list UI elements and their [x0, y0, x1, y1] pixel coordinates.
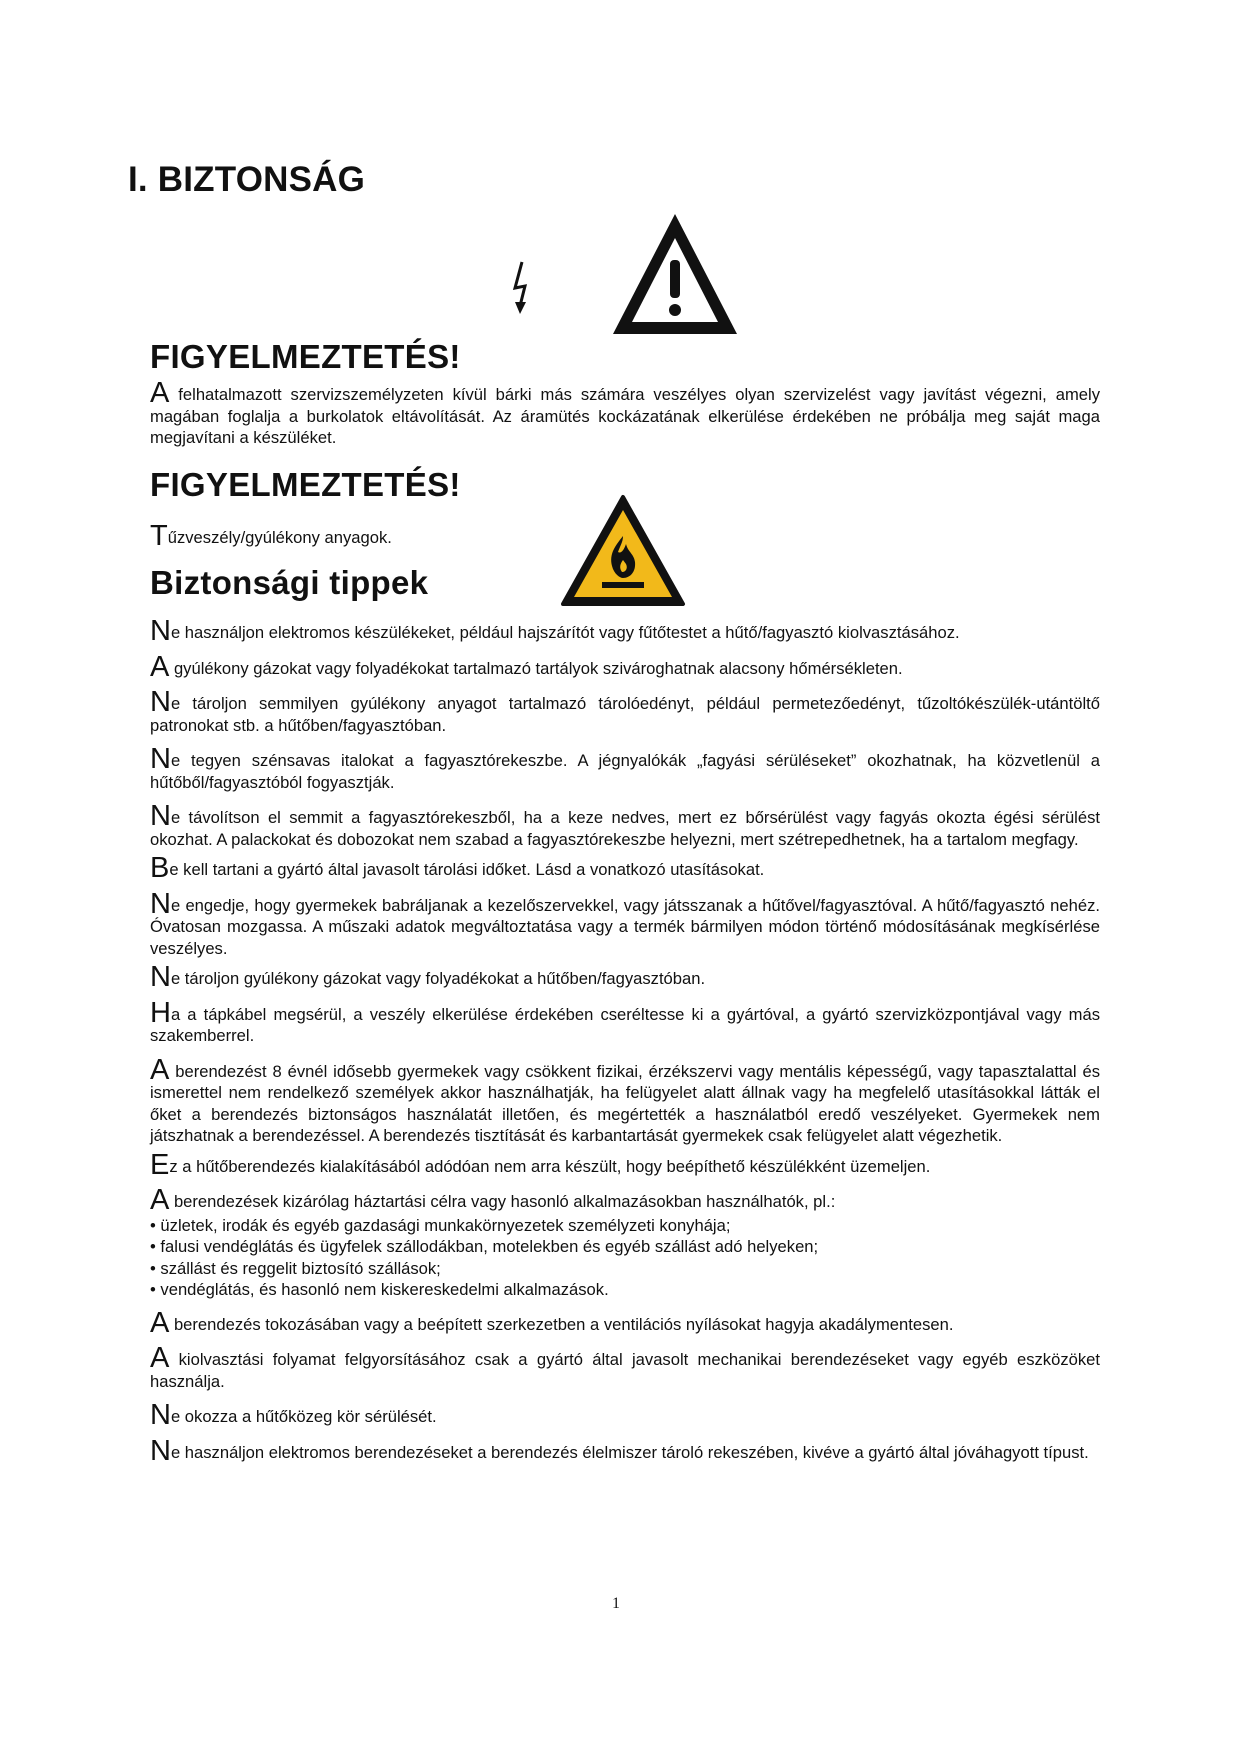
paragraph-text: e távolítson el semmit a fagyasztórekeszből, ha a keze nedves, mert ez bőrsérülést vagy fagyás okozta égési sérülést okozhat. A palackokat és dobozokat nem szabad a fagyasztórekeszbe helyezni, mert szétrepedhetnek, ha a tartalom megfagy. — [150, 808, 1100, 849]
drop-cap: N — [150, 686, 171, 718]
paragraph-text: a a tápkábel megsérül, a veszély elkerülése érdekében cseréltesse ki a gyártóval, a gyártó szervizközpontjával vagy más szakemberrel. — [150, 1004, 1100, 1045]
safety-tips — [150, 615, 1100, 1476]
warning-triangle-icon — [610, 210, 740, 338]
tips-heading: Biztonsági tippek — [150, 564, 429, 601]
paragraph-text: e tároljon gyúlékony gázokat vagy folyadékokat a hűtőben/fagyasztóban. — [170, 969, 706, 988]
tip-paragraph — [150, 1306, 1100, 1339]
warning-heading-2: FIGYELMEZTETÉS! — [150, 466, 461, 503]
tip-paragraph — [150, 1399, 1100, 1431]
electric-shock-icon — [508, 258, 538, 318]
paragraph-text: e tároljon semmilyen gyúlékony anyagot tartalmazó tárolóedényt, például permetezőedényt, tűzoltókészülék-utántöltő patronokat stb. a hűtőben/fagyasztóban. — [150, 694, 1100, 735]
warning-heading-1: FIGYELMEZTETÉS! — [150, 338, 461, 375]
paragraph-text: űzveszély/gyúlékony anyagok. — [167, 528, 392, 547]
tip-paragraph — [150, 1184, 1100, 1216]
tip-paragraph — [150, 852, 1100, 884]
drop-cap: T — [150, 520, 168, 552]
paragraph-text: z a hűtőberendezés kialakításából adódóan nem arra készült, hogy beépíthető készülékként üzemeljen. — [169, 1156, 931, 1176]
tip-paragraph — [150, 686, 1100, 736]
drop-cap: E — [150, 1148, 170, 1181]
paragraph-text: berendezés tokozásában vagy a beépített szerkezetben a ventilációs nyílásokat hagyja akadálymentesen. — [169, 1314, 954, 1334]
list-item: • falusi vendéglátás és ügyfelek szállodákban, motelekben és egyéb szállást adó helyeken; — [150, 1237, 819, 1256]
tip-paragraph — [150, 615, 1100, 647]
drop-cap: A — [150, 650, 170, 683]
paragraph-text: e kell tartani a gyártó által javasolt tárolási időket. Lásd a vonatkozó utasításokat. — [169, 860, 765, 879]
page-title: I. BIZTONSÁG — [128, 160, 366, 199]
tip-paragraph — [150, 1148, 1100, 1181]
paragraph-text: felhatalmazott szervizszemélyzeten kívül bárki más számára veszélyes olyan szervizelést vagy javítást végezni, amely magában foglalja a burkolatok eltávolítását. Az áramütés kockázatának elkerülése érdekében ne próbálja meg saját maga megjavítani a készüléket. — [150, 385, 1100, 447]
paragraph-text: berendezést 8 évnél idősebb gyermekek vagy csökkent fizikai, érzékszervi vagy mentális képességű, vagy tapasztalattal és ismerettel nem rendelkező személyek akkor használhatják, ha felügyelet alatt állnak vagy ha megfelelő utasításokkal látták el őket a berendezés biztonságos használatát illetően, és megértették a használatból eredő veszélyeket. Gyermekek nem játszhatnak a berendezéssel. A berendezés tisztítását és karbantartását gyermekek csak felügyelet alatt végezhetik. — [150, 1061, 1100, 1145]
tip-paragraph — [150, 1053, 1100, 1147]
drop-cap: N — [150, 887, 171, 920]
drop-cap: A — [150, 377, 170, 409]
drop-cap: N — [150, 1399, 171, 1431]
paragraph-text: e okozza a hűtőközeg kör sérülését. — [170, 1407, 437, 1426]
paragraph-text: e használjon elektromos berendezéseket a berendezés élelmiszer tároló rekeszében, kivéve a gyártó által jóváhagyott típust. — [170, 1442, 1089, 1462]
list-item: • vendéglátás, és hasonló nem kiskereskedelmi alkalmazások. — [150, 1280, 609, 1299]
drop-cap: N — [150, 800, 171, 832]
tip-paragraph — [150, 650, 1100, 683]
tip-paragraph — [150, 1434, 1100, 1467]
drop-cap: A — [150, 1342, 170, 1374]
drop-cap: N — [150, 615, 171, 647]
page-number: 1 — [612, 1595, 620, 1612]
drop-cap: A — [150, 1306, 170, 1339]
tip-paragraph — [150, 800, 1100, 850]
paragraph-text: kiolvasztási folyamat felgyorsításához csak a gyártó által javasolt mechanikai berendezéseket vagy egyéb eszközöket használja. — [150, 1350, 1100, 1391]
drop-cap: A — [150, 1053, 170, 1086]
tip-paragraph — [150, 887, 1100, 960]
paragraph-text: gyúlékony gázokat vagy folyadékokat tartalmazó tartályok szivároghatnak alacsony hőmérsékleten. — [169, 658, 903, 678]
flammable-icon — [560, 494, 686, 608]
list-item: • szállást és reggelit biztosító szállások; — [150, 1258, 441, 1278]
drop-cap: B — [150, 852, 170, 884]
drop-cap: N — [150, 1434, 171, 1467]
paragraph-text: e engedje, hogy gyermekek babráljanak a kezelőszervekkel, vagy játsszanak a hűtővel/fagyasztóval. A hűtő/fagyasztó nehéz. Óvatosan mozgassa. A műszaki adatok megváltoztatása vagy a termék bármilyen módon történő módosításának megkísérlése veszélyes. — [150, 895, 1100, 958]
paragraph-text: e tegyen szénsavas italokat a fagyasztórekeszbe. A jégnyalókák „fagyási sérüléseket” okozhatnak, ha közvetlenül a hűtőből/fagyasztóból fogyasztják. — [150, 751, 1100, 792]
tip-paragraph — [150, 961, 1100, 993]
drop-cap: N — [150, 961, 171, 993]
paragraph-text: e használjon elektromos készülékeket, például hajszárítót vagy fűtőtestet a hűtő/fagyasztó kiolvasztásához. — [170, 623, 960, 642]
drop-cap: N — [150, 743, 171, 775]
drop-cap: A — [150, 1184, 170, 1216]
drop-cap: H — [150, 996, 171, 1029]
paragraph-text: berendezések kizárólag háztartási célra vagy hasonló alkalmazásokban használhatók, pl.: — [169, 1192, 836, 1211]
tip-paragraph — [150, 1342, 1100, 1392]
tip-paragraph — [150, 743, 1100, 793]
usage-list — [150, 1215, 1100, 1301]
tip-paragraph — [150, 996, 1100, 1047]
list-item: • üzletek, irodák és egyéb gazdasági munkakörnyezetek személyzeti konyhája; — [150, 1215, 731, 1235]
warning-text-1 — [150, 377, 1100, 449]
